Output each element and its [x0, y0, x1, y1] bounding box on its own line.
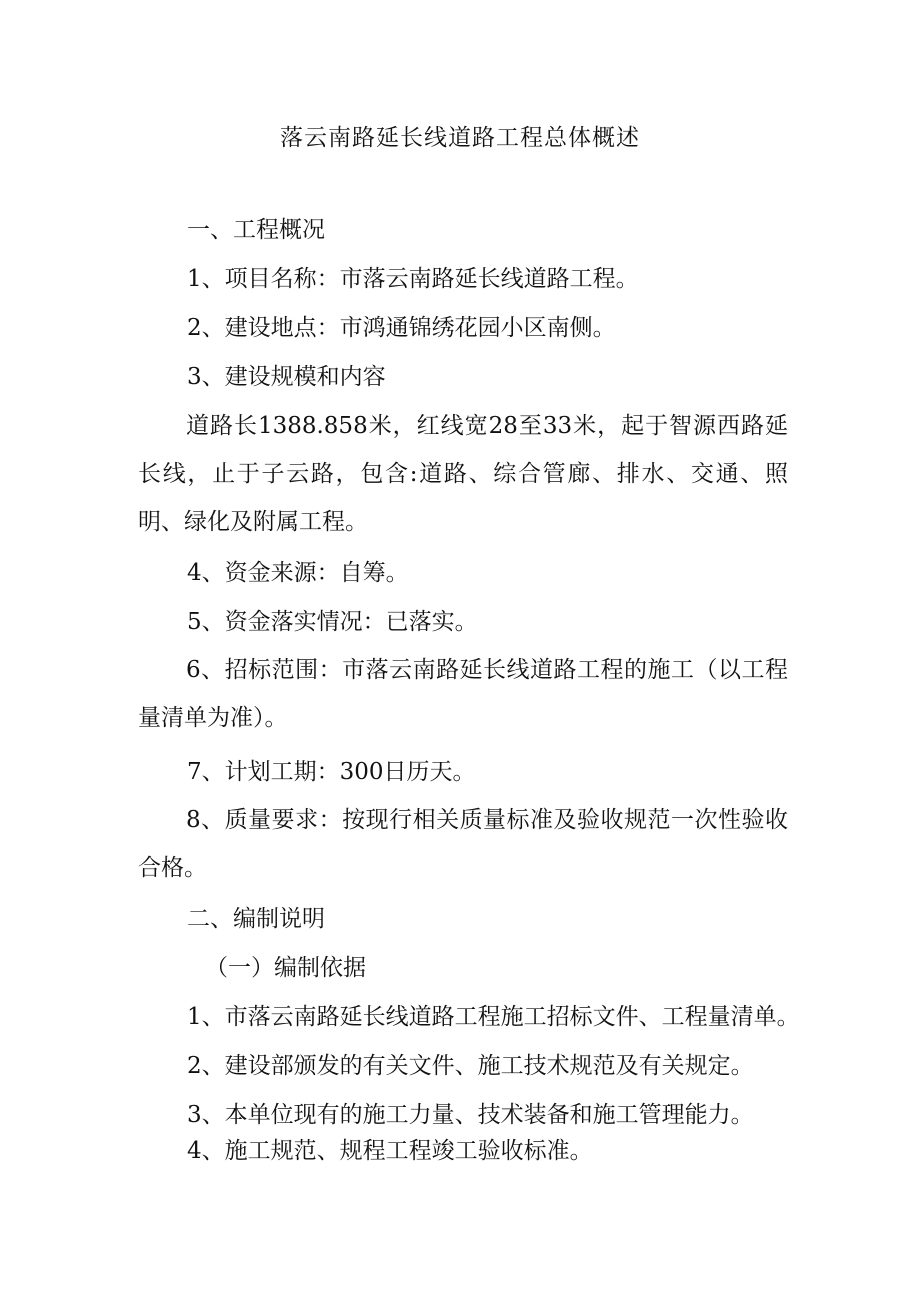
section-heading-project-overview: 一、工程概况 [187, 217, 325, 243]
basis-item-4: 4、施工规范、规程工程竣工验收标准。 [187, 1138, 593, 1164]
construction-scale-body: 道路长1388.858米，红线宽28至33米，起于智源西路延长线，止于子云路，包含:道路、综合管廊、排水、交通、照明、绿化及附属工程。 [138, 413, 788, 535]
section-heading-compilation-notes: 二、编制说明 [187, 906, 325, 932]
subheading-compilation-basis: （一）编制依据 [205, 955, 366, 981]
funding-source-item: 4、资金来源：自筹。 [187, 560, 409, 586]
planned-duration-item: 7、计划工期：300日历天。 [187, 759, 476, 785]
basis-item-3: 3、本单位现有的施工力量、技术装备和施工管理能力。 [187, 1102, 754, 1128]
project-name-item: 1、项目名称：市落云南路延长线道路工程。 [187, 266, 639, 292]
funding-status-item: 5、资金落实情况：已落实。 [187, 609, 478, 635]
document-title: 落云南路延长线道路工程总体概述 [280, 125, 640, 151]
construction-scale-item: 3、建设规模和内容 [187, 364, 386, 390]
basis-item-1: 1、市落云南路延长线道路工程施工招标文件、工程量清单。 [187, 1004, 800, 1030]
quality-requirement-item: 8、质量要求：按现行相关质量标准及验收规范一次性验收合格。 [138, 807, 788, 881]
basis-item-2: 2、建设部颁发的有关文件、施工技术规范及有关规定。 [187, 1053, 754, 1079]
bidding-scope-item: 6、招标范围：市落云南路延长线道路工程的施工（以工程量清单为准）。 [138, 657, 788, 731]
construction-site-item: 2、建设地点：市鸿通锦绣花园小区南侧。 [187, 315, 616, 341]
